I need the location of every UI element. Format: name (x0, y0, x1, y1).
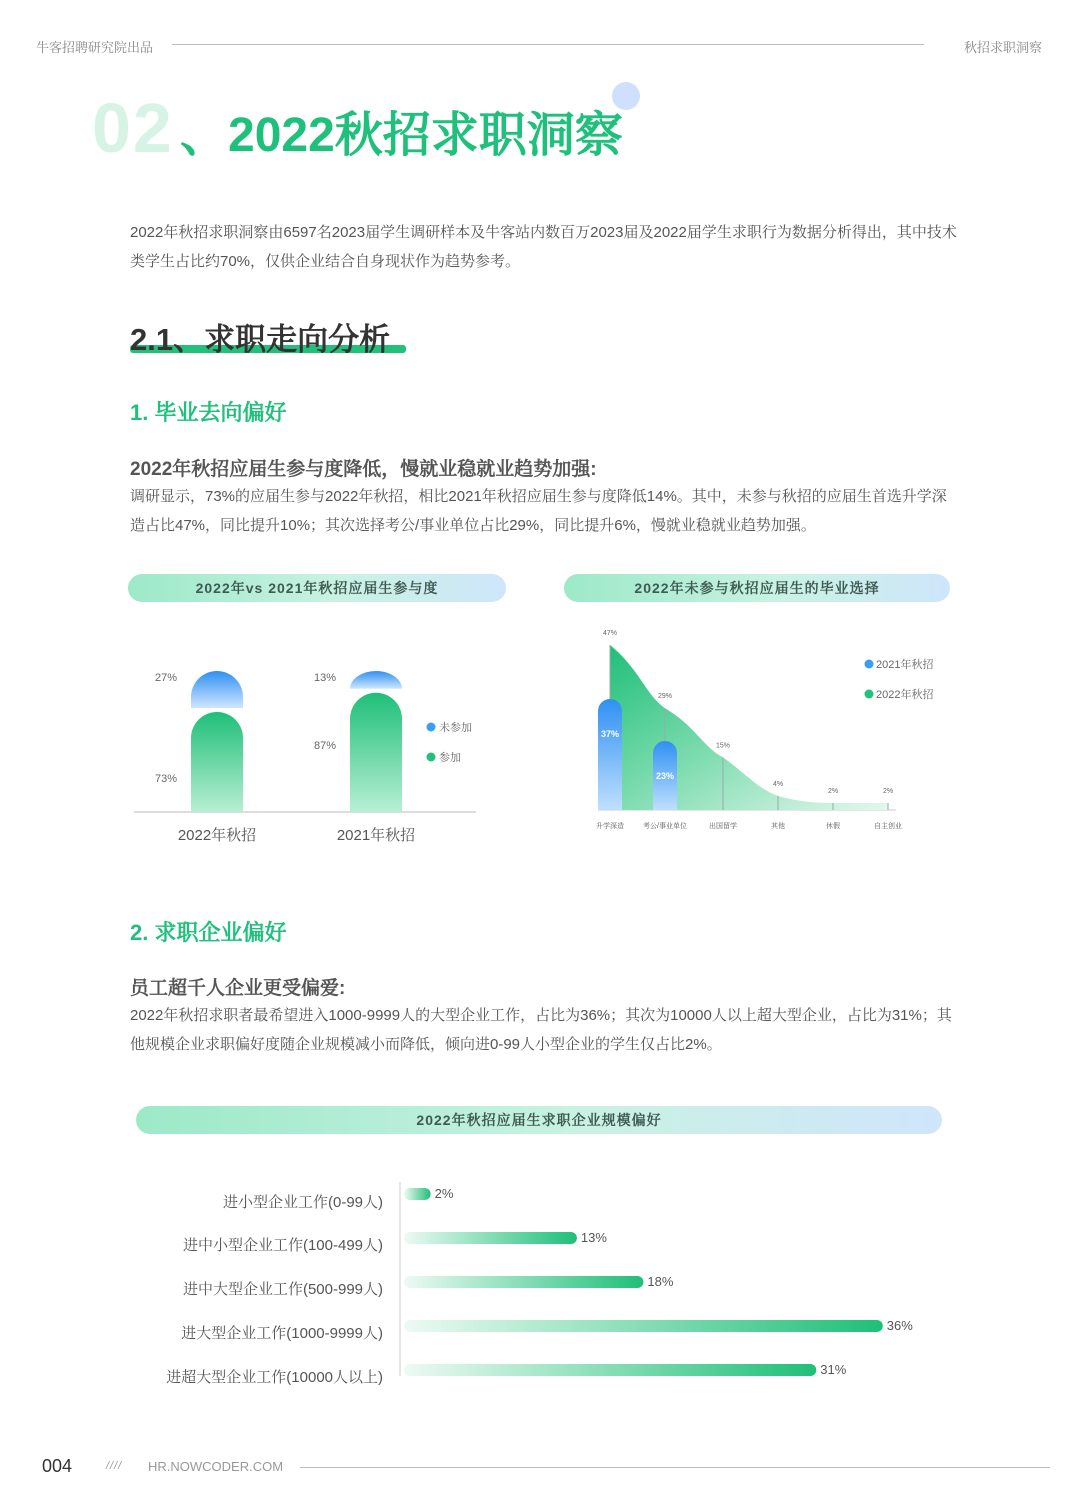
category-label: 进小型企业工作(0-99人) (222, 1194, 383, 1211)
footer-divider (300, 1467, 1050, 1468)
bar-not-participated (350, 671, 402, 689)
bar-not-participated (191, 671, 243, 708)
category-label: 休假 (826, 823, 840, 830)
category-label: 自主创业 (874, 823, 902, 830)
legend-label: 参加 (439, 752, 461, 764)
bar-participated (191, 712, 243, 812)
value-label-2022: 2% (882, 787, 894, 795)
category-label: 升学深造 (596, 823, 624, 830)
section-title: 、2022秋招求职洞察 (180, 109, 623, 162)
legend-label: 2021年秋招 (876, 659, 934, 671)
header-topic: 秋招求职洞察 (963, 40, 1042, 55)
chart2-title: 2022年未参与秋招应届生的毕业选择 (564, 574, 950, 602)
category-label: 进中小型企业工作(100-499人) (182, 1237, 383, 1254)
value-label-2022: 2% (827, 787, 839, 795)
footer-url[interactable]: HR.NOWCODER.COM (148, 1459, 284, 1474)
value-label: 18% (647, 1274, 674, 1289)
legend-dot (865, 690, 874, 699)
bar (404, 1276, 643, 1288)
bar (404, 1320, 883, 1332)
value-label-2022: 47% (602, 630, 618, 637)
label-not-participated: 13% (313, 672, 336, 684)
category-label: 出国留学 (709, 823, 737, 830)
value-label-2021: 23% (655, 771, 675, 781)
value-label: 2% (434, 1186, 454, 1201)
participation-chart (120, 630, 520, 860)
category-label: 2021年秋招 (336, 827, 416, 844)
part1-body: 调研显示，73%的应届生参与2022年秋招，相比2021年秋招应届生参与度降低14%。其中，未参与秋招的应届生首选升学深造占比47%，同比提升10%；其次选择考公/事业单位占比29%，同比提升6%，慢就业稳就业趋势加强。 (130, 488, 947, 534)
value-label-2022: 4% (772, 780, 784, 788)
category-label: 进超大型企业工作(10000人以上) (166, 1369, 383, 1386)
legend-dot (427, 723, 436, 732)
part2-headline: 员工超千人企业更受偏爱: (130, 978, 346, 999)
part2-body: 2022年秋招求职者最希望进入1000-9999人的大型企业工作，占比为36%；其次为10000人以上超大型企业，占比为31%；其他规模企业求职偏好度随企业规模减小而降低，倾向进0-99人小型企业的学生仅占比2%。 (130, 1007, 952, 1053)
area-2022 (610, 645, 888, 810)
header-divider (172, 44, 924, 45)
value-label-2022: 15% (715, 742, 731, 750)
label-not-participated: 27% (154, 672, 177, 684)
legend-dot (865, 660, 874, 669)
value-label-2021: 37% (600, 729, 620, 739)
label-participated: 73% (154, 772, 177, 785)
part2-title: 2. 求职企业偏好 (130, 920, 287, 945)
chart1-title: 2022年vs 2021年秋招应届生参与度 (128, 574, 506, 602)
page-number: 004 (42, 1456, 73, 1476)
category-label: 其他 (771, 823, 785, 830)
value-label: 36% (886, 1318, 913, 1333)
label-participated: 87% (313, 739, 336, 752)
subsection-title: 2.1、求职走向分析 (130, 322, 391, 357)
footer-slashes: //// (106, 1460, 123, 1472)
category-label: 进大型企业工作(1000-9999人) (181, 1325, 383, 1342)
value-label-2022: 29% (657, 693, 673, 701)
legend-dot (427, 753, 436, 762)
legend-label: 未参加 (439, 722, 472, 734)
bar (404, 1232, 577, 1244)
part1-title: 1. 毕业去向偏好 (130, 400, 287, 425)
graduation-choice-chart (580, 630, 970, 850)
section-number: 02 (92, 89, 174, 167)
category-label: 2022年秋招 (177, 827, 257, 844)
legend-label: 2022年秋招 (876, 689, 934, 701)
value-label: 31% (820, 1362, 847, 1377)
bar-2021 (598, 699, 622, 810)
category-label: 考公/事业单位 (643, 823, 687, 830)
category-label: 进中大型企业工作(500-999人) (182, 1281, 383, 1298)
bar (404, 1188, 431, 1200)
intro-paragraph: 2022年秋招求职洞察由6597名2023届学生调研样本及牛客站内数百万2023届及2022届学生求职行为数据分析得出，其中技术类学生占比约70%，仅供企业结合自身现状作为趋势参考。 (130, 224, 957, 270)
bar (404, 1364, 816, 1376)
bar-participated (350, 693, 402, 812)
part1-headline: 2022年秋招应届生参与度降低，慢就业稳就业趋势加强: (130, 459, 597, 480)
company-size-chart (130, 1176, 950, 1386)
chart3-title: 2022年秋招应届生求职企业规模偏好 (136, 1106, 942, 1134)
value-label: 13% (580, 1230, 607, 1245)
header-publisher: 牛客招聘研究院出品 (36, 40, 154, 55)
